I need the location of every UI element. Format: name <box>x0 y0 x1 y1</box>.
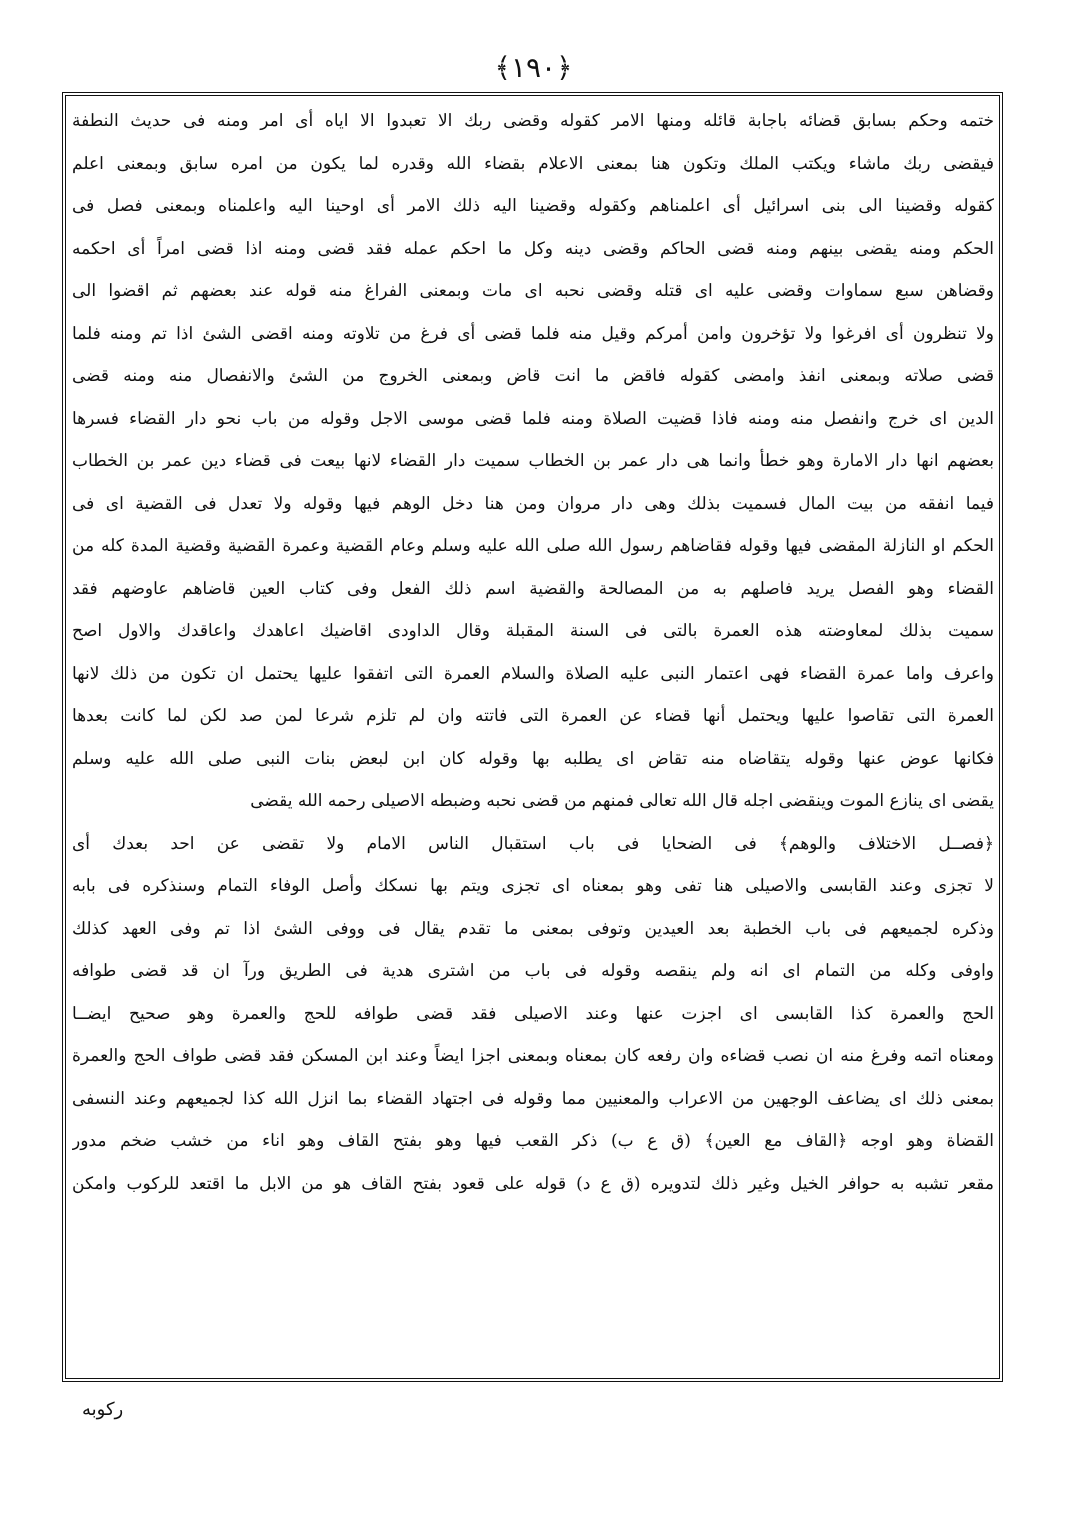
text-line: وذكره لجميعهم فى باب الخطبة بعد العيدين وتوفى بمعنى ما تقدم يقال فى ووفى الشئ اذا تم وفى العهد كذلك <box>72 918 994 939</box>
text-line: فيما انفقه من بيت المال فسميت بذلك وهى دار مروان ومن هنا دخل الوهم فيها وقوله ولا تعدل فى القضية اى فى <box>72 493 994 514</box>
text-line: القضاة وهو اوجه ﴿القاف مع العين﴾ (ق ع ب) ذكر القعب فيها وهو بفتح القاف وهو اناء من خشب ضخم مدور <box>72 1131 994 1151</box>
text-line: بمعنى ذلك اى يضاعف الوجهين من الاعراب والمعنيين مما وقوله فى اجتهاد القضاء بما انزل الله كذا لجميعهم وعند النسفى <box>72 1088 994 1109</box>
text-line: ومعناه اتمه وفرغ منه ان نصب قضاءه وان رفعه كان بمعناه وبمعنى اجزا ايضاً وعند ابن المسكن فقد قضى طواف الحج والعمرة <box>72 1046 994 1066</box>
section-heading-line: ﴿فصــل الاختلاف والوهم﴾ فى الضحايا فى باب استقبال الناس الامام ولا تقضى عن احد بعدك أى <box>72 833 994 854</box>
text-line: يقضى اى ينازع الموت وينقضى اجله قال الله تعالى فمنهم من قضى نحبه وضبطه الاصيلى رحمه الله يقضى <box>250 791 994 811</box>
text-line: لا تجزى وعند القابسى والاصيلى هنا تفى وهو بمعناه اى تجزى ويتم بها نسكك وأصل الوفاء التمام وسنذكره فى بابه <box>72 876 994 896</box>
text-line: الحكم او النازلة المقضى فيها وقوله فقاضاهم رسول الله صلى الله عليه وسلم وعام القضية وعمرة القضية وقضية المدة كله من <box>72 536 994 556</box>
text-line: فيقضى ربك ماشاء ويكتب الملك وتكون هنا بمعنى الاعلام بقضاء الله وقدره لما يكون من امره سابق وبمعنى اعلم <box>72 153 994 174</box>
text-line: كقوله وقضينا الى بنى اسرائيل أى اعلمناهم وكقوله وقضينا اليه ذلك الامر أى اوحينا اليه واعلمناه وبمعنى فصل فى <box>72 196 994 216</box>
text-line: الدين اى خرج وانفصل منه ومنه فاذا قضيت الصلاة ومنه فلما قضى موسى الاجل وقوله من باب نحو دار القضاء فسرها <box>72 408 994 429</box>
catchword: ركوبه <box>82 1399 124 1420</box>
text-line: الحج والعمرة كذا القابسى اى اجزت عنها وعند الاصيلى فقد قضى طوافه للحج والعمرة وهو صحيح ايضــا <box>72 1003 994 1024</box>
text-line: واعرف واما عمرة القضاء فهى اعتمار النبى عليه الصلاة والسلام العمرة التى اتفقوا عليها يحتمل ان تكون من ذلك لانها <box>72 663 994 684</box>
text-line: قضى صلاته وبمعنى انفذ وامضى كقوله فاقض ما انت قاض وبمعنى الخروج من الشئ والانفصال منه ومنه قضى <box>72 366 994 386</box>
text-body <box>72 100 994 1375</box>
text-line: ختمه وحكم بسابق قضائه باجابة قائله ومنها الامر كقوله وقضى ربك الا تعبدوا الا اياه أى امر ومنه فى حديث النطفة <box>72 111 994 131</box>
text-line: القضاء وهو الفصل يريد فاصلهم به من المصالحة والقضية اسم ذلك الفعل وفى كتاب العين قاضاهم عاوضهم فقد <box>72 578 994 599</box>
text-line: مقعر تشبه به حوافر الخيل وغير ذلك لتدويره (ق ع د) قوله على قعود بفتح القاف هو من الابل ما اقتعد للركوب وامكن <box>72 1173 994 1194</box>
text-line: الحكم ومنه يقضى بينهم ومنه قضى الحاكم وقضى دينه وكل ما احكم عمله فقد قضى ومنه اذا قضى امراً أى احكمه <box>72 238 994 259</box>
text-line: سميت بذلك لمعاوضته هذه العمرة بالتى فى السنة المقبلة وقال الداودى اقاضيك اعاهدك واعاقدك والاول اصح <box>72 621 994 641</box>
page-number: ﴿١٩٠﴾ <box>494 51 573 84</box>
text-line: بعضهم انها دار الامارة وهو خطأ وانما هى دار عمر بن الخطاب سميت دار القضاء لانها بيعت فى قضاء دين عمر بن الخطاب <box>72 451 994 471</box>
text-line: العمرة التى تقاصوا عليها ويحتمل أنها قضاء عن العمرة التى فاتته وان لم تلزم شرعا لمن صد لكن لما كانت بعدها <box>72 706 994 726</box>
text-line: وقضاهن سبع سماوات وقضى عليه اى قتله وقضى نحبه اى مات وبمعنى الفراغ منه قوله عند بعضهم ثم اقضوا الى <box>72 281 994 301</box>
text-line: واوفى وكله من التمام اى انه ولم ينقصه وقوله فى باب من اشترى هدية فى الطريق ورآ ان قد قضى طوافه <box>72 961 994 981</box>
text-line: ولا تنظرون أى افرغوا ولا تؤخرون وامن أمركم وقيل منه فلما قضى أى فرغ من تلاوته ومنه اقضى الشئ اذا تم ومنه فلما <box>72 323 994 344</box>
text-line: فكانها عوض عنها وقوله يتقاضاه منه تقاض اى يطلبه بها وقوله كان ابن لبعض بنات النبى صلى الله عليه وسلم <box>72 748 994 769</box>
